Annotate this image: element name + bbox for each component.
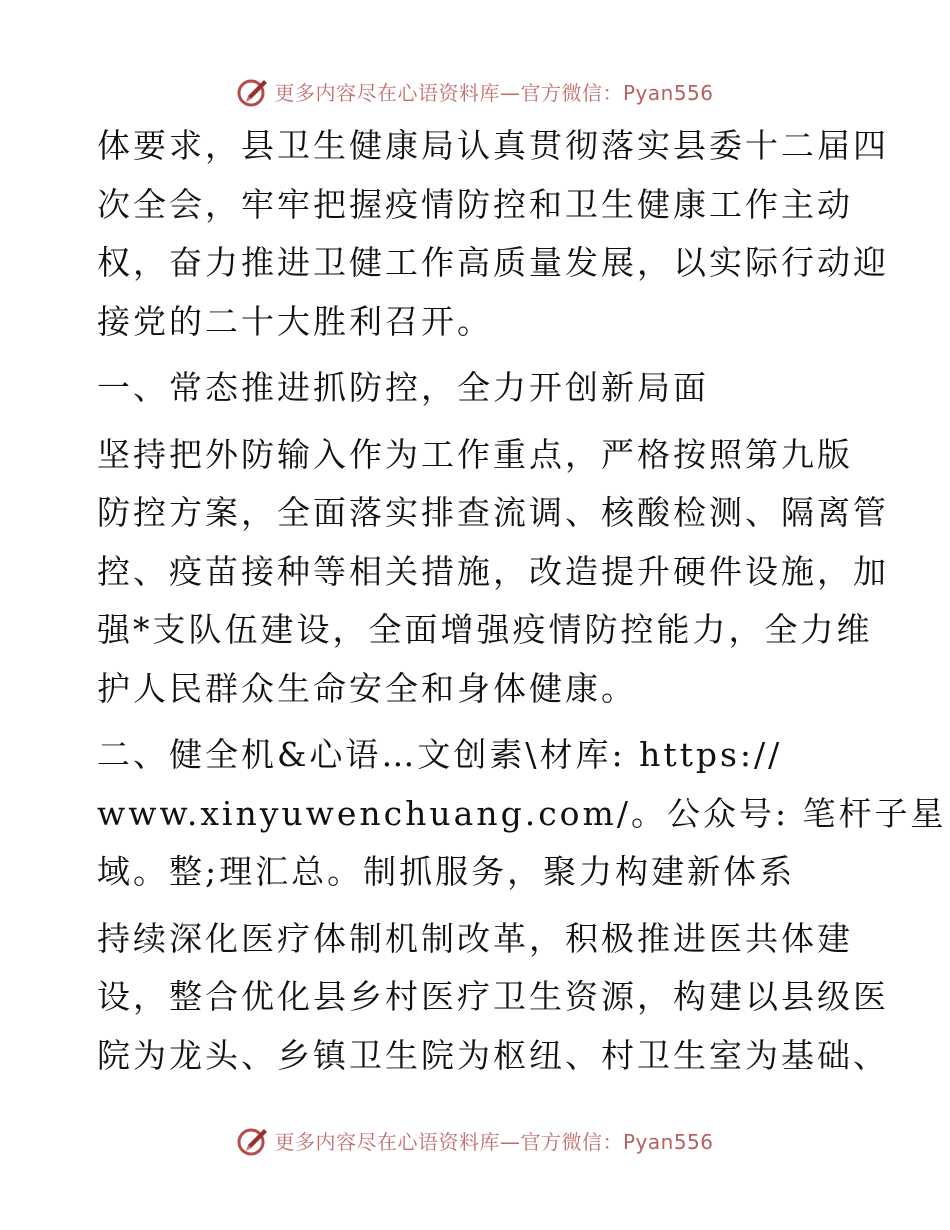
text-line: 护人民群众生命安全和身体健康。 <box>97 668 637 708</box>
paragraph-reform <box>97 910 889 1086</box>
text-line: 院为龙头、乡镇卫生院为枢纽、村卫生室为基础、 <box>97 1035 889 1075</box>
section-heading-1 <box>97 359 857 418</box>
text-line: 接党的二十大胜利召开。 <box>97 301 493 341</box>
heading-line: 一、常态推进抓防控，全力开创新局面 <box>97 368 709 407</box>
text-line: 权，奋力推进卫健工作高质量发展，以实际行动迎 <box>97 243 889 282</box>
heading-line: www.xinyuwenchuang.com/。公众号: 笔杆子星 <box>97 793 947 833</box>
wechat-id: Pyan556 <box>622 1129 714 1154</box>
banner-text <box>274 1126 713 1155</box>
document-body <box>97 117 947 1085</box>
banner-text <box>274 77 713 106</box>
text-line: 设，整合优化县乡村医疗卫生资源，构建以县级医 <box>97 977 889 1016</box>
section-heading-2 <box>97 726 947 902</box>
heading-line: 域。整;理汇总。制抓服务，聚力构建新体系 <box>97 852 796 891</box>
footer-watermark-banner <box>0 1120 950 1160</box>
paragraph-intro <box>97 117 889 351</box>
header-watermark-banner <box>0 71 950 111</box>
wechat-id: Pyan556 <box>622 80 714 105</box>
pen-logo-icon <box>236 1123 270 1157</box>
text-line: 强*支队伍建设，全面增强疫情防控能力，全力维 <box>97 610 873 649</box>
pen-logo-icon <box>236 74 270 108</box>
text-line: 防控方案，全面落实排查流调、核酸检测、隔离管 <box>97 493 889 532</box>
banner-label: 更多内容尽在心语资料库—官方微信： <box>274 80 623 105</box>
text-line: 持续深化医疗体制机制改革，积极推进医共体建 <box>97 918 853 958</box>
heading-line: 二、健全机&心语…文创素\材库: https:// <box>97 735 783 774</box>
paragraph-prevention <box>97 426 889 719</box>
text-line: 次全会，牢牢把握疫情防控和卫生健康工作主动 <box>97 184 853 224</box>
text-line: 控、疫苗接种等相关措施，改造提升硬件设施，加 <box>97 551 889 591</box>
text-line: 坚持把外防输入作为工作重点，严格按照第九版 <box>97 434 853 474</box>
banner-label: 更多内容尽在心语资料库—官方微信： <box>274 1129 623 1154</box>
text-line: 体要求，县卫生健康局认真贯彻落实县委十二届四 <box>97 126 889 165</box>
